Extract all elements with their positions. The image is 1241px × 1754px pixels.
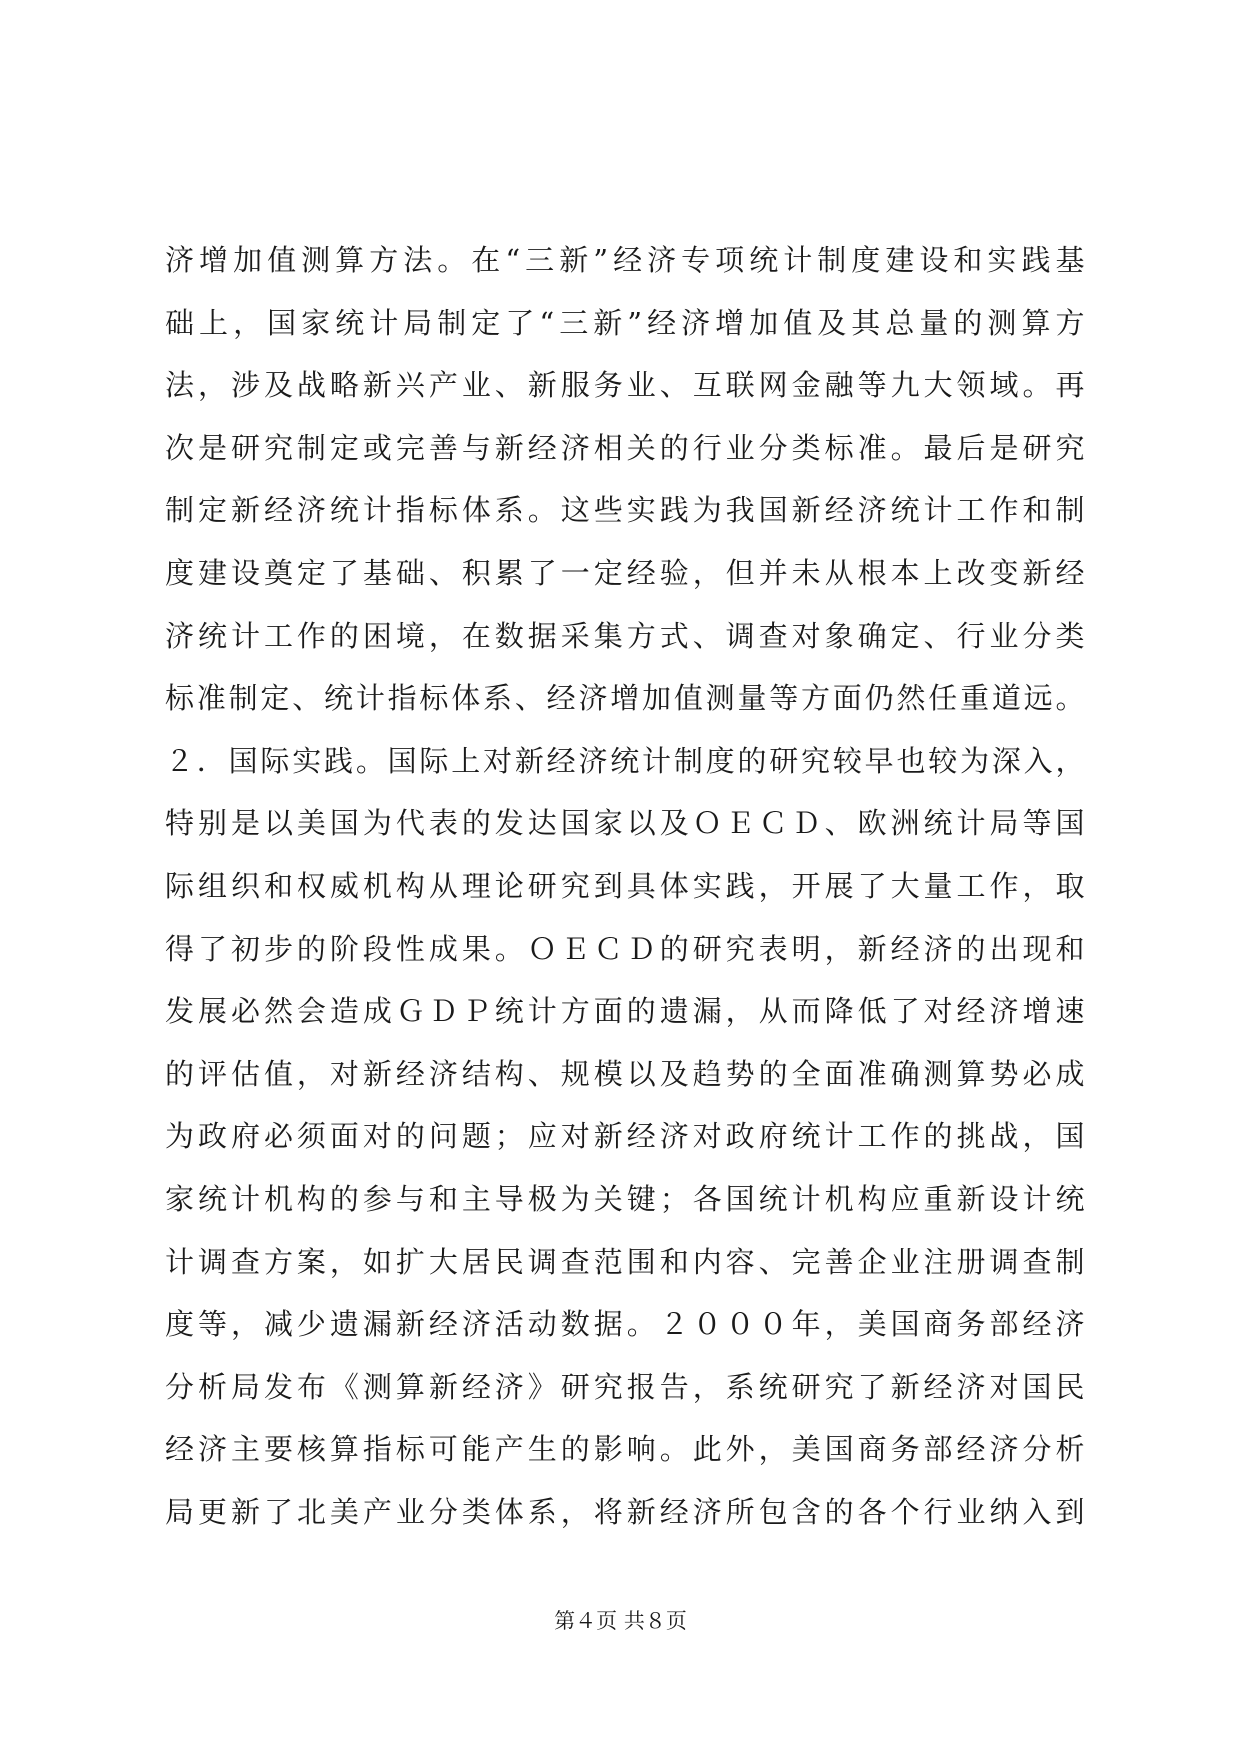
text-line: 础上，国家统计局制定了“三新”经济增加值及其总量的测算方 bbox=[165, 305, 1085, 340]
text-line: 的评估值，对新经济结构、规模以及趋势的全面准确测算势必成 bbox=[165, 1056, 1085, 1091]
text-line: 度等，减少遗漏新经济活动数据。２０００年，美国商务部经济 bbox=[165, 1307, 1085, 1342]
text-line: 度建设奠定了基础、积累了一定经验，但并未从根本上改变新经 bbox=[165, 555, 1085, 590]
text-line: 计调查方案，如扩大居民调查范围和内容、完善企业注册调查制 bbox=[165, 1244, 1085, 1279]
text-line: 特别是以美国为代表的发达国家以及ＯＥＣＤ、欧洲统计局等国 bbox=[165, 806, 1085, 841]
text-line: 次是研究制定或完善与新经济相关的行业分类标准。最后是研究 bbox=[165, 430, 1085, 465]
body-text bbox=[165, 229, 1085, 1543]
text-line: 局更新了北美产业分类体系，将新经济所包含的各个行业纳入到 bbox=[165, 1494, 1085, 1529]
text-line: 标准制定、统计指标体系、经济增加值测量等方面仍然任重道远。 bbox=[165, 681, 1085, 716]
text-line: 得了初步的阶段性成果。ＯＥＣＤ的研究表明，新经济的出现和 bbox=[165, 931, 1085, 966]
text-line: 制定新经济统计指标体系。这些实践为我国新经济统计工作和制 bbox=[165, 493, 1085, 528]
text-line: 济统计工作的困境，在数据采集方式、调查对象确定、行业分类 bbox=[165, 618, 1085, 653]
text-line: 经济主要核算指标可能产生的影响。此外，美国商务部经济分析 bbox=[165, 1432, 1085, 1467]
page-footer bbox=[0, 1606, 1241, 1636]
text-line: 家统计机构的参与和主导极为关键；各国统计机构应重新设计统 bbox=[165, 1181, 1085, 1216]
text-line: 发展必然会造成ＧＤＰ统计方面的遗漏，从而降低了对经济增速 bbox=[165, 994, 1085, 1029]
text-line: 济增加值测算方法。在“三新”经济专项统计制度建设和实践基 bbox=[165, 243, 1085, 277]
text-line: ２．国际实践。国际上对新经济统计制度的研究较早也较为深入， bbox=[165, 743, 1085, 778]
page-number: 第４页 共８页 bbox=[554, 1609, 687, 1633]
text-line: 法，涉及战略新兴产业、新服务业、互联网金融等九大领域。再 bbox=[165, 368, 1085, 403]
text-line: 际组织和权威机构从理论研究到具体实践，开展了大量工作，取 bbox=[165, 868, 1085, 903]
text-line: 分析局发布《测算新经济》研究报告，系统研究了新经济对国民 bbox=[165, 1369, 1085, 1404]
text-line: 为政府必须面对的问题；应对新经济对政府统计工作的挑战，国 bbox=[165, 1119, 1085, 1154]
